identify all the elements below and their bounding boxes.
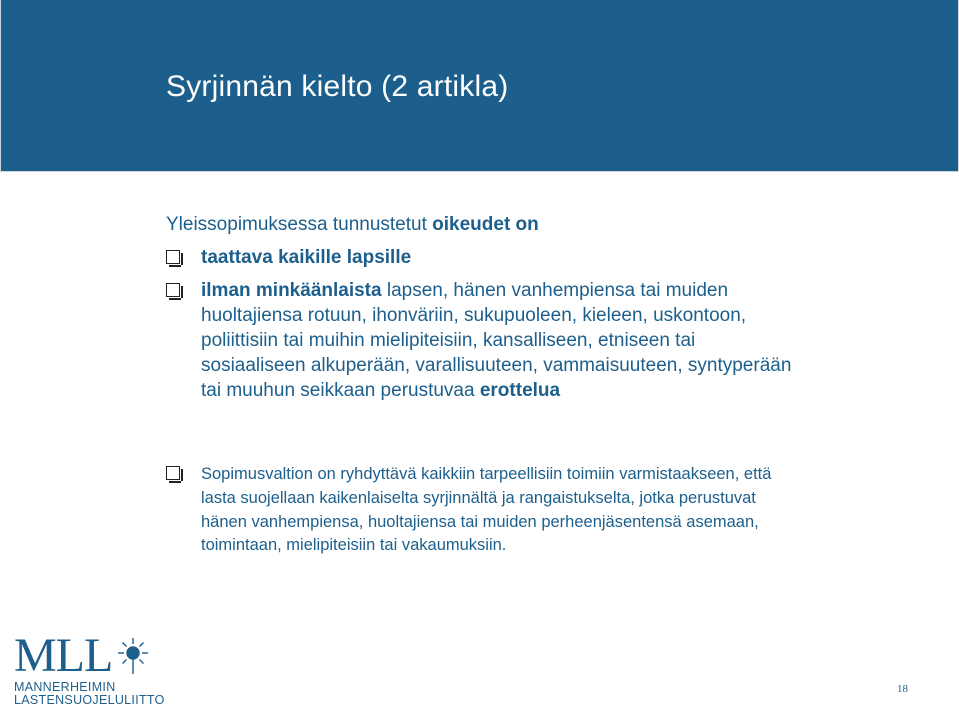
bullet-item-2 [166, 278, 801, 403]
bullet-bold-end-text: erottelua [479, 380, 561, 401]
logo-wordmark [14, 681, 165, 707]
logo-line-2: LASTENSUOJELULIITTO [14, 693, 165, 707]
bullet-rest-text: lapsen, hänen vanhempiensa tai muiden huoltajiensa rotuun, ihonväriin, sukupuoleen, kieleen, uskontoon, poliittisiin tai muihin mielipiteisiin, kansalliseen, etniseen tai sosiaaliseen alkuperään, varallisuuteen, vammaisuuteen, syntyperään tai muuhun seikkaan perustuvaa [201, 280, 792, 401]
page-number: 18 [897, 683, 908, 695]
title-bar [0, 0, 959, 172]
bullet-bold-text: taattava kaikille lapsille [201, 247, 412, 268]
slide-title: Syrjinnän kielto (2 artikla) [166, 70, 509, 103]
intro-text: Yleissopimuksessa tunnustetut [166, 214, 433, 235]
bullet-text [201, 245, 801, 270]
bullet-rest-text: Sopimusvaltion on ryhdyttävä kaikkiin tarpeellisiin toimiin varmistaakseen, että lasta suojellaan kaikenlaiselta syrjinnältä ja rangaistukselta, jotka perustuvat hänen vanhempiensa, huoltajiensa tai muiden perheenjäsentensä asemaan, toimintaan, mielipiteisiin tai vakaumuksiin. [201, 465, 772, 555]
bullet-item-3 [166, 463, 801, 558]
bullet-bold-text: ilman minkäänlaista [201, 280, 382, 301]
checkbox-bullet-icon [166, 250, 180, 264]
intro-bold-text: oikeudet on [432, 214, 539, 235]
bullet-text [201, 463, 801, 558]
mll-logo [14, 629, 165, 707]
intro-line [166, 214, 539, 236]
bullet-text [201, 278, 801, 403]
checkbox-bullet-icon [166, 466, 180, 480]
logo-line-1: MANNERHEIMIN [14, 680, 116, 694]
logo-mark: MLL [14, 629, 113, 682]
bullet-item-1 [166, 245, 801, 270]
sun-emblem-icon [117, 637, 149, 675]
checkbox-bullet-icon [166, 283, 180, 297]
